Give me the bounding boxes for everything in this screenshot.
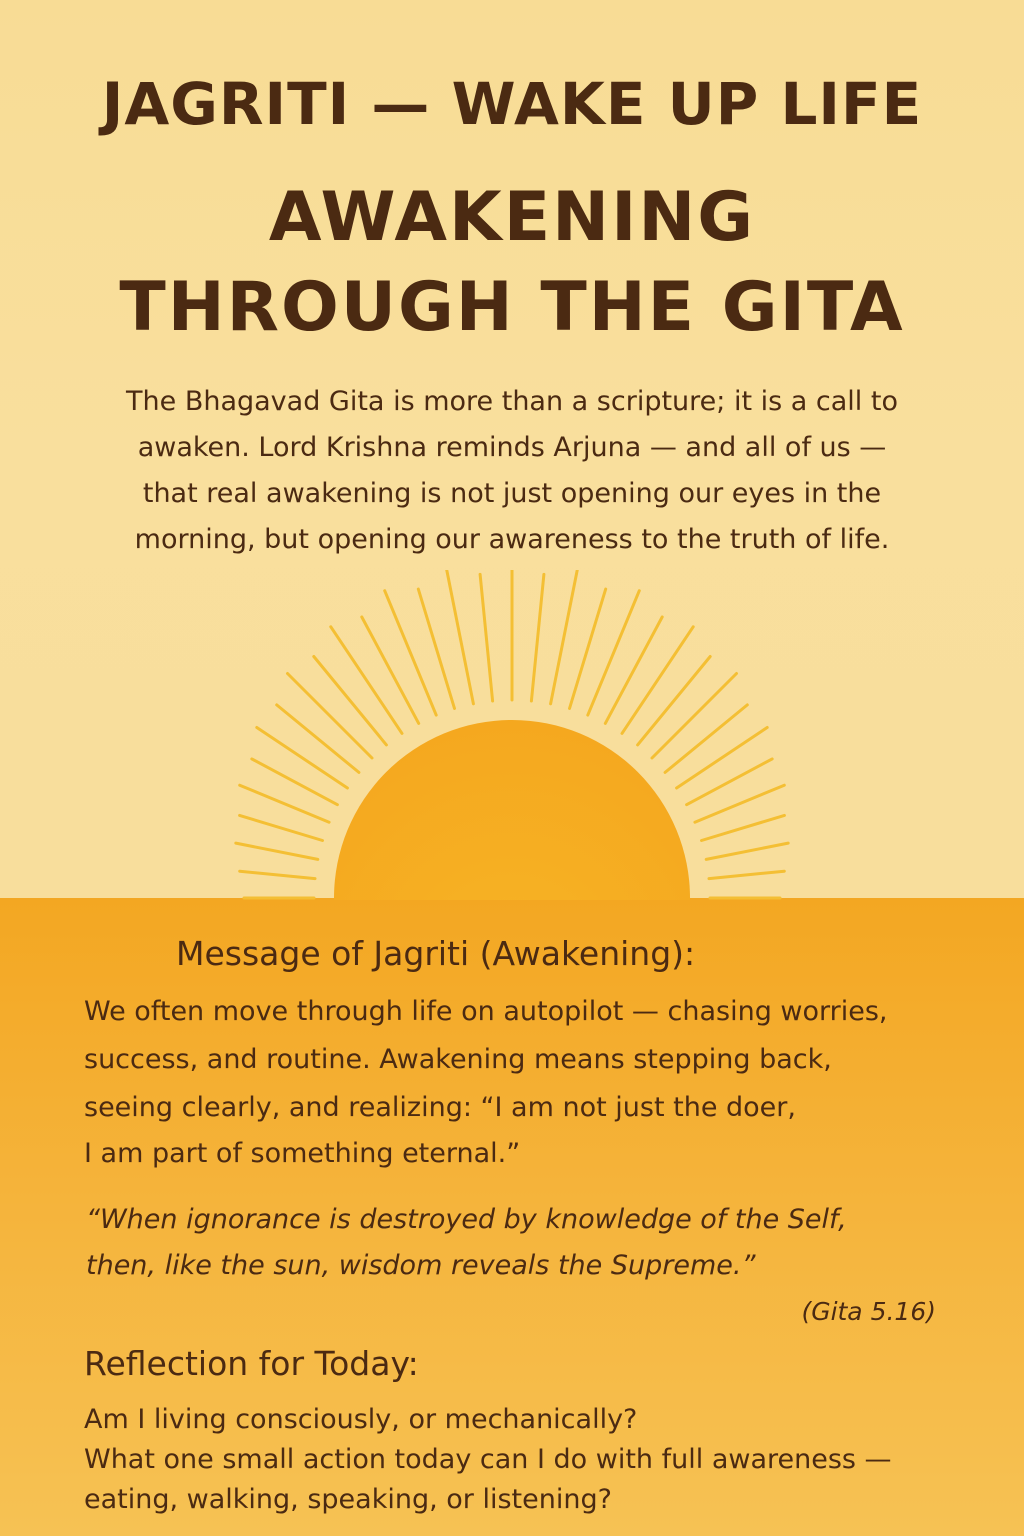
sun-ray xyxy=(687,759,773,805)
sun-ray xyxy=(240,815,323,840)
message-heading: Message of Jagriti (Awakening): xyxy=(176,934,696,973)
rising-sun-icon xyxy=(0,570,1024,900)
quote-reference: (Gita 5.16) xyxy=(801,1297,936,1326)
message-line-1: We often move through life on autopilot — chasing worries, xyxy=(84,996,888,1027)
message-line-3: seeing clearly, and realizing: “I am not just the doer, xyxy=(84,1092,796,1123)
sun-ray xyxy=(652,674,737,759)
sun-ray xyxy=(314,657,387,745)
sun-ray xyxy=(531,574,544,701)
sun-ray xyxy=(702,815,785,840)
sun-ray xyxy=(551,570,578,704)
sun-ray xyxy=(588,591,640,715)
intro-line-3: that real awakening is not just opening our eyes in the xyxy=(142,478,882,509)
sun-disc xyxy=(334,720,690,900)
intro-line-4: morning, but opening our awareness to the truth of life. xyxy=(134,524,890,555)
quote-line-2: then, like the sun, wisdom reveals the Supreme.” xyxy=(86,1250,756,1281)
sun-ray xyxy=(695,785,784,822)
sun-ray xyxy=(385,591,437,715)
sun-ray xyxy=(277,705,359,773)
sun-ray xyxy=(706,843,788,859)
message-line-4: I am part of something eternal.” xyxy=(84,1138,521,1169)
sun-ray xyxy=(709,871,784,878)
sun-ray xyxy=(622,627,693,734)
sun-ray xyxy=(480,574,493,701)
sun-ray xyxy=(236,843,318,859)
sun-ray xyxy=(605,617,662,723)
reflection-line-1: Am I living consciously, or mechanically? xyxy=(84,1404,638,1435)
subtitle-line-1: AWAKENING xyxy=(268,178,756,257)
page-title: JAGRITI — WAKE UP LIFE xyxy=(101,70,923,138)
sun-ray xyxy=(240,871,315,878)
quote-line-1: “When ignorance is destroyed by knowledge of the Self, xyxy=(86,1204,847,1235)
sun-ray xyxy=(665,705,747,773)
reflection-heading: Reflection for Today: xyxy=(84,1344,419,1383)
sun-ray xyxy=(638,657,711,745)
intro-line-2: awaken. Lord Krishna reminds Arjuna — and all of us — xyxy=(137,432,887,463)
intro-line-1: The Bhagavad Gita is more than a scripture; it is a call to xyxy=(126,386,898,417)
sun-ray xyxy=(257,728,348,789)
sun-ray xyxy=(446,570,473,704)
sun-ray xyxy=(677,728,768,789)
sun-ray xyxy=(570,589,606,709)
sun-ray xyxy=(252,759,338,805)
sun-ray xyxy=(362,617,419,723)
subtitle-line-2: THROUGH THE GITA xyxy=(119,268,905,347)
sun-ray xyxy=(288,674,373,759)
sun-ray xyxy=(240,785,329,822)
message-line-2: success, and routine. Awakening means stepping back, xyxy=(84,1044,832,1075)
sun-ray xyxy=(331,627,402,734)
sun-ray xyxy=(418,589,454,709)
reflection-line-3: eating, walking, speaking, or listening? xyxy=(84,1484,612,1515)
reflection-line-2: What one small action today can I do with full awareness — xyxy=(84,1444,892,1475)
